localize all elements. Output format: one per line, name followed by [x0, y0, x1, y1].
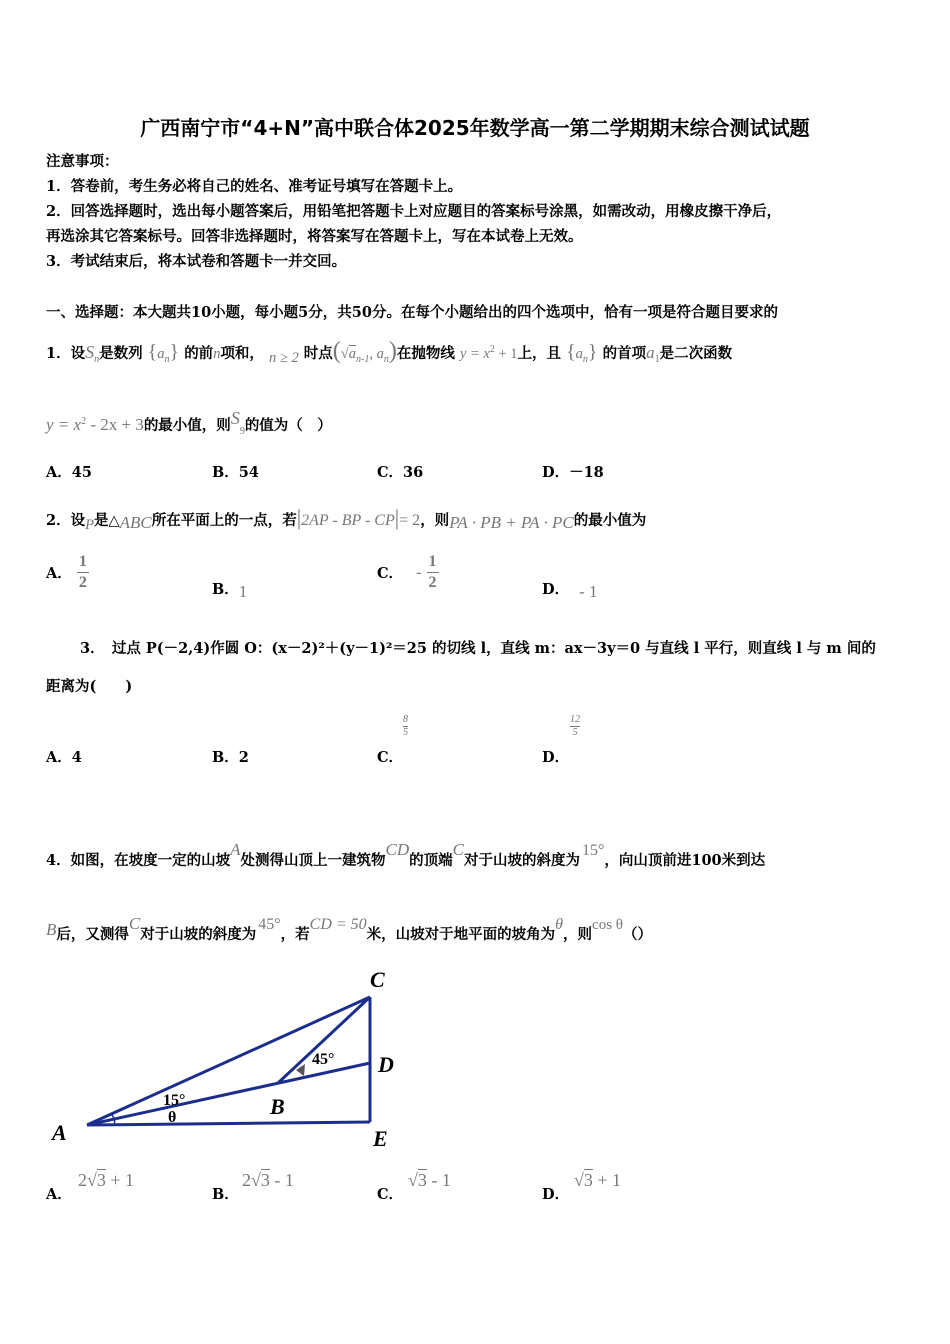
question-4-line-2: B后，又测得C对于山坡的斜度为45°，若CD = 50米，山坡对于地平面的坡角为θ，则cos θ（）: [46, 914, 652, 943]
q4-option-b-value: 2√3 - 1: [242, 1170, 294, 1190]
label-theta: θ: [168, 1109, 177, 1126]
question-3-line-1: 3． 过点 P(－2,4)作圆 O：(x－2)²＋(y－1)²＝25 的切线 l，直线 m：ax－3y＝0 与直线 l 平行，则直线 l 与 m 间的: [80, 640, 876, 657]
q4-option-c[interactable]: C．: [377, 1186, 404, 1203]
question-2: 2．设P是△ABC所在平面上的一点，若|2AP - BP - CP|= 2，则PA · PB + PA · PC的最小值为: [46, 505, 647, 533]
q3-option-d-fraction: $\frac{12}{5}$: [570, 714, 580, 738]
label-15-degrees: 15°: [163, 1092, 186, 1109]
q1-option-a[interactable]: A．45: [46, 464, 92, 481]
question-4-line-1: 4．如图，在坡度一定的山坡A处测得山顶上一建筑物CD的顶端C对于山坡的斜度为15°，向山顶前进100米到达: [46, 840, 766, 869]
question-3-line-2: 距离为( ): [46, 678, 133, 695]
q4-option-d[interactable]: D．: [542, 1186, 570, 1203]
q2-option-a[interactable]: A． $\frac{1}{2}$: [46, 553, 87, 591]
label-45-degrees: 45°: [312, 1051, 335, 1068]
q4-option-a[interactable]: A．: [46, 1186, 72, 1203]
notice-heading: 注意事项：: [46, 153, 119, 170]
label-E: E: [373, 1126, 388, 1151]
notice-line-2a: 2．回答选择题时，选出每小题答案后，用铅笔把答题卡上对应题目的答案标号涂黑，如需改动，用橡皮擦干净后，: [46, 203, 782, 220]
q1-option-d[interactable]: D．－18: [542, 464, 604, 481]
q3-option-c-fraction: $\frac{8}{5}$: [403, 714, 408, 738]
question-1-line-2: $y = x^2 - 2x + 3$的最小值，则$S_9$的值为（ ）: [46, 408, 332, 437]
notice-block: [46, 149, 781, 274]
line-ae: [87, 1122, 370, 1125]
notice-line-2b: 再选涂其它答案标号。回答非选择题时，将答案写在答题卡上，写在本试卷上无效。: [46, 228, 583, 245]
notice-line-1: 1．答卷前，考生务必将自己的姓名、准考证号填写在答题卡上。: [46, 178, 463, 195]
notice-line-3: 3．考试结束后，将本试卷和答题卡一并交回。: [46, 253, 347, 270]
question-1-line-1: 1．设$S_n$是数列 $\{a_n\}$ 的前n项和， n ≥ 2 时点($√a_{n-1}$, $a_n$)在抛物线 $y = x^2 + 1$上，且 $\{a_n\}$ 的首项$a_1$是二次函数: [46, 338, 733, 366]
q3-option-d[interactable]: D．: [542, 749, 570, 766]
line-bc: [278, 997, 370, 1083]
q1-option-c[interactable]: C．36: [377, 464, 424, 481]
section-heading: 一、选择题：本大题共10小题，每小题5分，共50分。在每个小题给出的四个选项中，恰有一项是符合题目要求的: [46, 304, 778, 321]
page-title: 广西南宁市“4+N”高中联合体2025年数学高一第二学期期末综合测试试题: [140, 116, 810, 140]
line-ad: [87, 1063, 370, 1125]
q3-option-a[interactable]: A．4: [46, 749, 82, 766]
label-C: C: [370, 967, 385, 992]
label-A: A: [52, 1120, 67, 1145]
q3-option-c[interactable]: C．: [377, 749, 404, 766]
slope-figure: [40, 960, 420, 1155]
label-D: D: [378, 1052, 394, 1077]
q1-option-b[interactable]: B．54: [212, 464, 259, 481]
label-B: B: [270, 1094, 285, 1119]
q2-option-b[interactable]: B．1: [212, 581, 248, 601]
q4-option-c-value: √3 - 1: [408, 1170, 451, 1190]
q4-option-b[interactable]: B．: [212, 1186, 239, 1203]
q4-option-a-value: 2√3 + 1: [78, 1170, 135, 1190]
q2-option-d[interactable]: D． - 1: [542, 581, 598, 601]
q3-option-b[interactable]: B．2: [212, 749, 249, 766]
q4-option-d-value: √3 + 1: [574, 1170, 622, 1190]
q2-option-c[interactable]: C． - $\frac{1}{2}$: [377, 553, 437, 591]
